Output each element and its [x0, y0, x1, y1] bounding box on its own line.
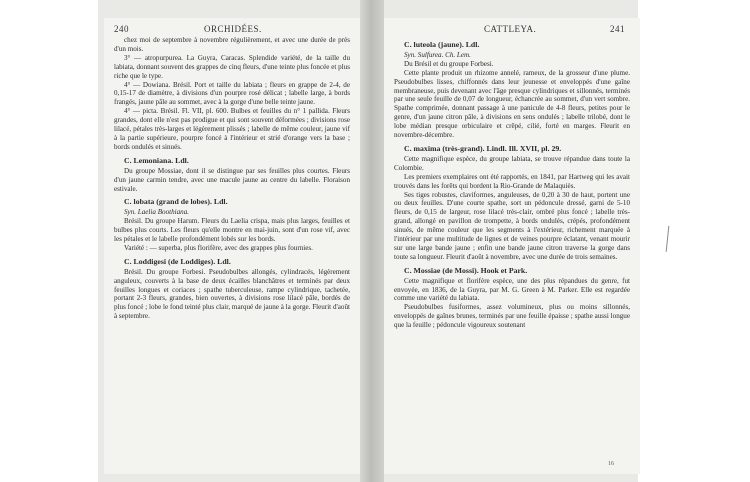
paragraph: Cette plante produit un rhizome annelé, rameux, de la grosseur d'une plume. Pseudobulbes lisses, chiffonnés dans leur jeunesse et enveloppés d'une gaîne membraneuse, puis devenant avec l'âge presque cylindriques et sillonnés, terminés par une seule feuille de 0,07 de longueur, échancrée au sommet, d'un vert sombre. Spathe comprimée, donnant passage à une panicule de 4-8 fleurs, petites pour le genre, d'un jaune citron pâle, à divisions en sens ondulés ; labelle trilobé, dont le lobe médian presque orbiculaire et crêpé, cilié, forté en marges. Fleurit en novembre-décembre.: [394, 68, 630, 140]
paragraph: Variété : — superba, plus florifère, avec des grappes plus fournies.: [124, 243, 313, 252]
right-page-text: [394, 36, 630, 330]
left-running-head: ORCHIDÉES.: [204, 24, 262, 34]
species-heading: C. maxima (très-grand). Lindl. Ill. XVII, pl. 29.: [404, 143, 562, 153]
paragraph: 3° — atropurpurea. La Guyra, Caracas. Splendide variété, de la taille du labiata, donnant souvent des grappes de cinq fleurs, d'une teinte plus foncée et plus riche que le type.: [114, 53, 350, 80]
paragraph: Les premiers exemplaires ont été rapportés, en 1841, par Hartweg qui les avait trouvés dans les forêts qui bordent la Rio-Grande de Malaquiès.: [394, 172, 630, 190]
species-heading: C. lobata (grand de lobes). Ldl.: [124, 197, 228, 207]
paragraph: Cette magnifique et florifère espèce, une des plus répandues du genre, fut envoyée, en 1836, de la Guyra, par M. G. Green à M. Parker. Elle est regardée comme une variété du labiata.: [394, 276, 630, 303]
paragraph: Du groupe Mossiae, dont il se distingue par ses feuilles plus courtes. Fleurs d'un jaune carmin tendre, avec une macule jaune au centre du labelle. Floraison estivale.: [114, 166, 350, 193]
species-heading: C. Lemoniana. Ldl.: [124, 155, 189, 165]
paragraph: Du Brésil et du groupe Forbesi.: [404, 59, 494, 68]
paragraph: Ses tiges robustes, claviformes, anguleuses, de 0,20 à 30 de haut, portent une ou deux feuilles. D'une courte spathe, sort un pédoncule dressé, garni de 5-10 fleurs, de 0,15 de largeur, rose lilacé très-clair, ombré plus foncé ; labelle très-grand, allongé en pavillon de trompette, à bords ondulés, crépés, profondément sinués, de même couleur que les segments à l'extérieur, richement marquée à l'intérieur par une multitude de lignes et de veines pourpre éclatant, venant mourir sur une large bande jaune ; enfin une bande jaune citron traverse la gorge dans toute sa longueur. Fleurit d'août à novembre, avec une durée de trois semaines.: [394, 190, 630, 261]
right-page-number: 241: [610, 24, 625, 34]
pencil-margin-mark: [666, 226, 673, 252]
book-gutter: [360, 0, 384, 482]
species-heading: C. Mossiae (de Mossi). Hook et Park.: [404, 265, 528, 275]
paragraph: Pseudobulbes fusiformes, assez volumineux, plus ou moins sillonnés, enveloppés de gaînes brunes, terminés par une feuille épaisse ; spathe aussi longue que la feuille ; pédoncule vigoureux soutenant: [394, 303, 630, 330]
right-running-head: CATTLEYA.: [484, 24, 537, 34]
left-page: [104, 18, 360, 474]
paragraph: Cette magnifique espèce, du groupe labiata, se trouve répandue dans toute la Colombie.: [394, 154, 630, 172]
left-page-text: [114, 36, 350, 321]
species-heading: C. luteola (jaune). Ldl.: [404, 40, 480, 49]
synonym-line: Syn. Sulfurea. Ch. Lem.: [404, 50, 471, 59]
paragraph: 4° — picta. Brésil. Fl. VII, pl. 600. Bulbes et feuilles du n° 1 pallida. Fleurs grandes, dont elle n'est pas prodigue et qui sont souvent déformées ; divisions rose lilacé, pétales très-larges et légèrement plissés ; labelle de même couleur, jaune vif à la partie supérieure, pourpre foncé à l'intérieur et strié d'orange vers la base ; bords ondulés et sinués.: [114, 107, 350, 151]
paragraph: Brésil. Du groupe Harum. Fleurs du Laelia crispa, mais plus larges, feuilles et bulbes plus courts. Les fleurs qu'elle montre en mai-juin, sont d'un rose vif, avec les pétales et le labelle profondément lobés sur les bords.: [114, 217, 350, 244]
right-page: [384, 18, 640, 474]
species-heading: C. Loddigesi (de Loddiges). Ldl.: [124, 256, 231, 266]
synonym-line: Syn. Laelia Boothiana.: [124, 208, 190, 217]
paragraph: 4° — Dowiana. Brésil. Port et taille du labiata ; fleurs en grappe de 2-4, de 0,15-17 de diamètre, à divisions d'un pourpre rosé délicat ; labelle large, à bords frangés, jaune pâle au sommet, avec à la gorge d'une belle teinte jaune.: [114, 80, 350, 107]
left-page-number: 240: [114, 24, 129, 34]
signature-mark: 16: [608, 461, 614, 467]
paragraph: Brésil. Du groupe Forbesi. Pseudobulbes allongés, cylindracés, légèrement anguleux, couverts à la base de deux écailles blanchâtres et terminés par deux feuilles longues et coriaces ; spathe tuberculeuse, rampe cylindrique, tachetée, portant 2-3 fleurs, grandes, bien ouvertes, à divisions rose lilacé pâle, bordés de plus foncé ; lobe le fond teinté plus clair, marqué de jaune à la gorge. Fleurit d'août à septembre.: [114, 267, 350, 321]
paragraph: chez moi de septembre à novembre régulièrement, et avec une durée de près d'un mois.: [114, 36, 350, 53]
